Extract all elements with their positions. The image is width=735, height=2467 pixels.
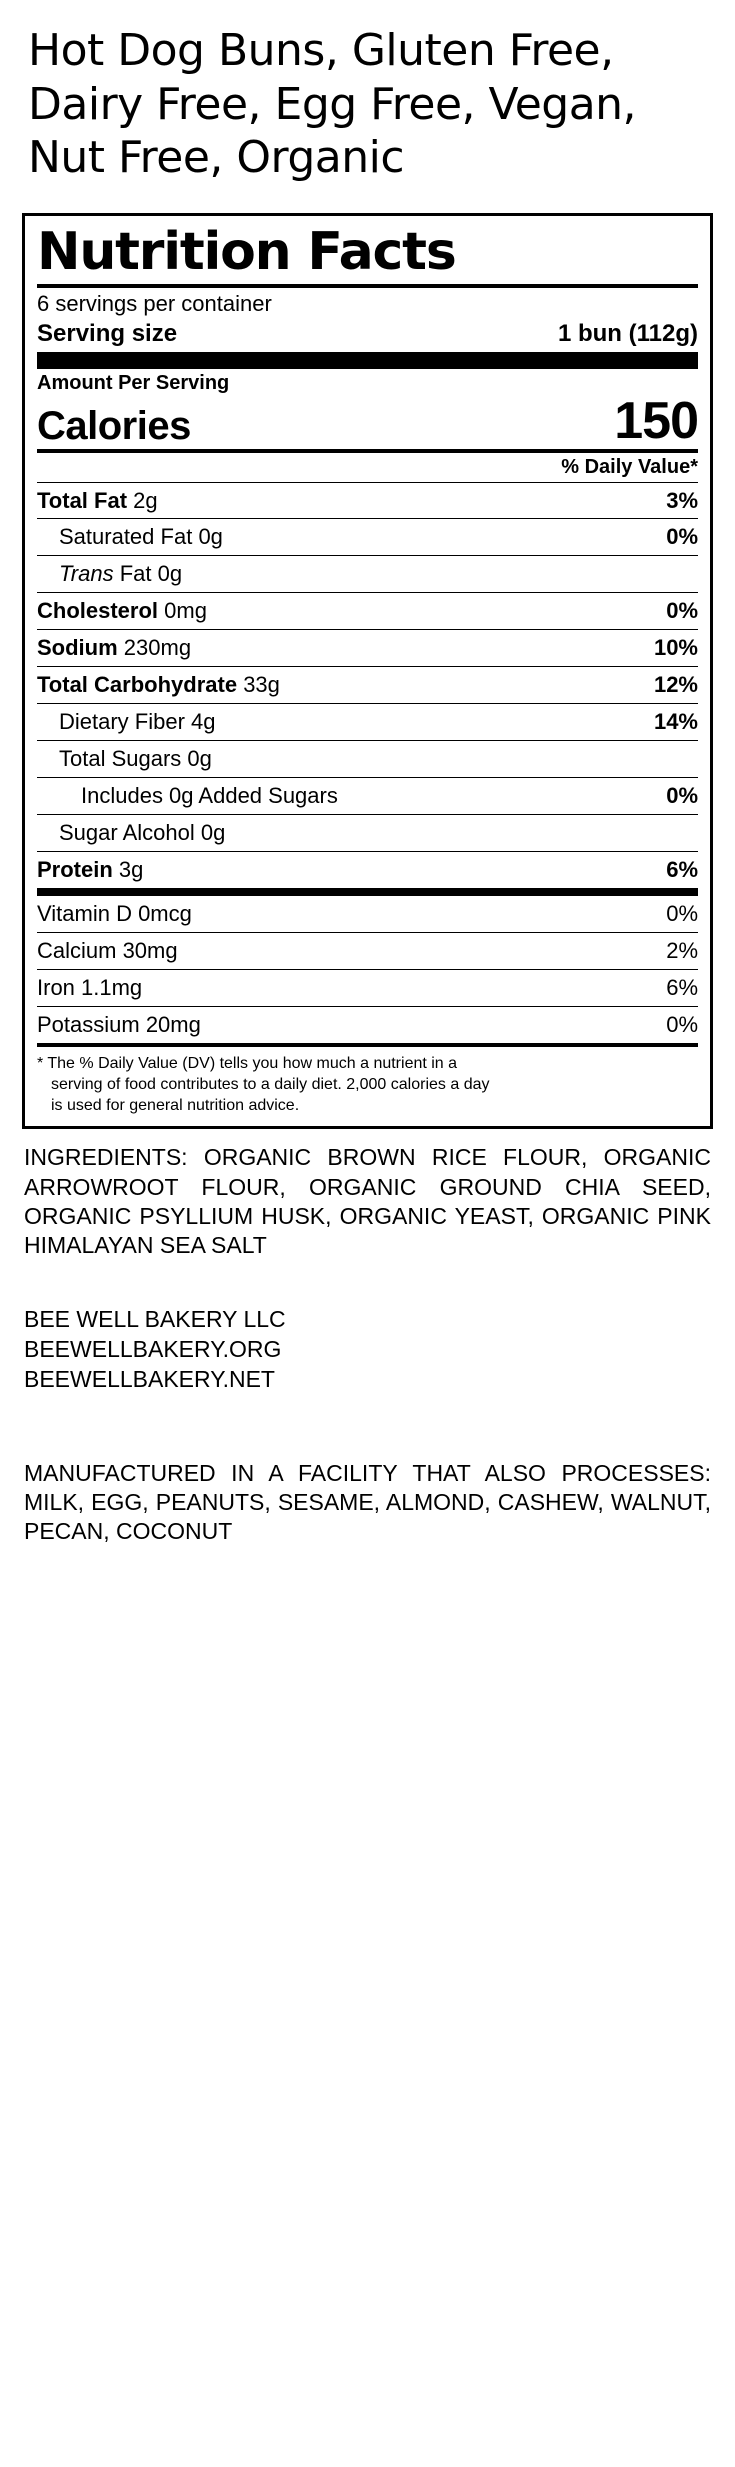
total-fat-label: [37, 488, 158, 514]
company-website-org: BEEWELLBAKERY.ORG: [24, 1335, 282, 1362]
dietary-fiber-label: Dietary Fiber 4g: [59, 709, 216, 735]
vitamin-d-label: Vitamin D 0mcg: [37, 901, 192, 926]
nutrient-row-sodium: [37, 630, 698, 666]
company-info: [22, 1305, 713, 1395]
total-carbohydrate-dv: 12%: [653, 672, 698, 698]
sodium-name: Sodium: [37, 635, 118, 661]
cholesterol-name: Cholesterol: [37, 598, 159, 624]
nutrition-facts-heading: Nutrition Facts: [37, 222, 456, 283]
micronutrient-row-calcium: [37, 933, 698, 969]
protein-amount: 3g: [118, 857, 144, 883]
amount-per-serving-label: Amount Per Serving: [37, 371, 230, 394]
nutrient-row-protein: [37, 852, 698, 888]
footnote-line-1: * The % Daily Value (DV) tells you how much a nutrient in a: [37, 1054, 458, 1072]
iron-dv: 6%: [666, 974, 698, 1000]
trans-fat-rest: Fat 0g: [119, 561, 183, 587]
protein-dv: 6%: [666, 857, 698, 883]
protein-name: Protein: [37, 857, 113, 883]
potassium-label: Potassium 20mg: [37, 1011, 201, 1037]
servings-per-container: 6 servings per container: [37, 291, 272, 317]
sodium-amount: 230mg: [123, 635, 192, 661]
daily-value-footnote: [37, 1047, 698, 1118]
cholesterol-label: [37, 598, 207, 624]
iron-label: Iron 1.1mg: [37, 974, 143, 1000]
cholesterol-amount: 0mg: [164, 598, 207, 624]
total-carbohydrate-amount: 33g: [243, 672, 280, 698]
micronutrient-row-vitamin-d: [37, 896, 698, 932]
potassium-dv: 0%: [666, 1011, 698, 1037]
total-carbohydrate-name: Total Carbohydrate: [37, 672, 238, 698]
daily-value-header: % Daily Value*: [561, 455, 698, 478]
added-sugars-label: Includes 0g Added Sugars: [81, 783, 338, 809]
nutrient-row-dietary-fiber: [37, 704, 698, 740]
footnote-line-2: serving of food contributes to a daily diet. 2,000 calories a day: [51, 1075, 490, 1093]
allergen-statement: MANUFACTURED IN A FACILITY THAT ALSO PROCESSES: MILK, EGG, PEANUTS, SESAME, ALMOND, CASHEW, WALNUT, PECAN, COCONUT: [24, 1459, 711, 1545]
protein-label: [37, 857, 143, 883]
calories-label: Calories: [37, 403, 191, 448]
footnote-line-3: is used for general nutrition advice.: [51, 1097, 300, 1115]
nutrient-row-added-sugars: [37, 778, 698, 814]
product-title: Hot Dog Buns, Gluten Free, Dairy Free, Egg Free, Vegan, Nut Free, Organic: [28, 25, 637, 184]
added-sugars-dv: 0%: [666, 783, 698, 809]
company-website-net: BEEWELLBAKERY.NET: [24, 1365, 275, 1392]
nutrient-row-total-sugars: [37, 741, 698, 777]
calcium-dv: 2%: [666, 937, 698, 963]
divider-thick-micronutrients: [37, 888, 698, 896]
total-fat-name: Total Fat: [37, 487, 128, 513]
company-name: BEE WELL BAKERY LLC: [24, 1305, 286, 1332]
total-carbohydrate-label: [37, 672, 280, 698]
serving-size-row: [37, 319, 698, 352]
serving-size-value: 1 bun (112g): [557, 319, 698, 347]
nutrient-row-sugar-alcohol: [37, 815, 698, 851]
sodium-label: [37, 635, 191, 661]
nutrient-row-total-carbohydrate: [37, 667, 698, 703]
saturated-fat-label: [37, 524, 223, 550]
micronutrient-row-iron: [37, 970, 698, 1006]
nutrient-row-cholesterol: [37, 593, 698, 629]
calories-row: [37, 391, 698, 450]
cholesterol-dv: 0%: [666, 598, 698, 624]
dietary-fiber-dv: 14%: [653, 709, 698, 735]
total-sugars-label: Total Sugars 0g: [59, 746, 212, 772]
calcium-label: Calcium 30mg: [37, 937, 178, 963]
saturated-fat-dv: 0%: [666, 524, 698, 550]
ingredients-text: INGREDIENTS: ORGANIC BROWN RICE FLOUR, ORGANIC ARROWROOT FLOUR, ORGANIC GROUND CHIA SEED, ORGANIC PSYLLIUM HUSK, ORGANIC YEAST, ORGANIC PINK HIMALAYAN SEA SALT: [24, 1144, 711, 1259]
divider-thick-top: [37, 352, 698, 369]
nutrient-row-total-fat: [37, 483, 698, 519]
sugar-alcohol-label: Sugar Alcohol 0g: [59, 820, 226, 846]
saturated-fat-name: Saturated Fat: [59, 524, 193, 550]
total-fat-amount: 2g: [133, 487, 158, 513]
nutrient-row-saturated-fat: [37, 519, 698, 555]
sodium-dv: 10%: [653, 635, 698, 661]
calories-value: 150: [614, 391, 698, 450]
nutrition-facts-panel: [22, 213, 713, 1129]
saturated-fat-amount: 0g: [198, 524, 223, 550]
micronutrient-row-potassium: [37, 1007, 698, 1043]
trans-fat-italic: Trans: [59, 561, 114, 587]
trans-fat-label: [37, 561, 182, 587]
nutrient-row-trans-fat: [37, 556, 698, 592]
vitamin-d-dv: 0%: [666, 901, 698, 926]
serving-size-label: Serving size: [37, 319, 178, 347]
total-fat-dv: 3%: [666, 487, 698, 513]
